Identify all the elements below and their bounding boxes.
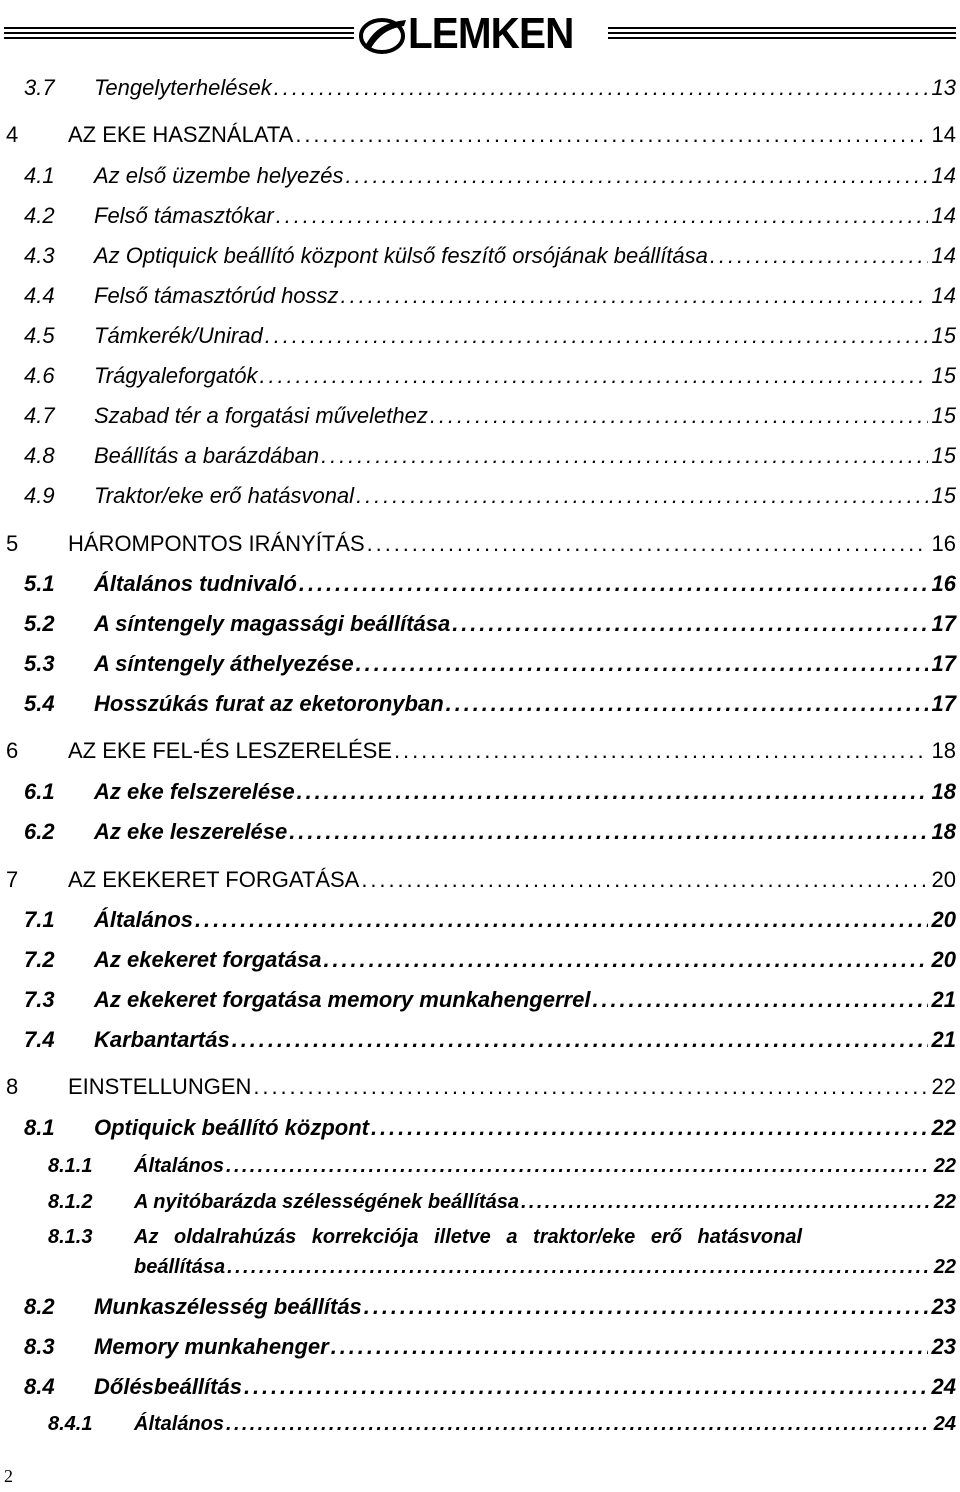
toc-entry-number: 7.1 [24,907,55,932]
toc-entry-number: 7.4 [24,1027,55,1052]
toc-entry-title: Az Optiquick beállító központ külső feszítő orsójának beállítása [94,243,708,268]
toc-entry-title: Az ekekeret forgatása memory munkahengerrel [94,987,591,1012]
toc-entry-page: 18 [931,819,956,844]
toc-entry-title: Karbantartás [94,1027,230,1052]
toc-leader-dots [299,570,928,598]
toc-entry-page: 15 [931,403,956,428]
toc-entry-page: 24 [931,1374,956,1399]
toc-entry-page: 18 [931,738,956,763]
header-rule-left [4,27,354,43]
toc-entry-page: 16 [931,571,956,596]
toc-entry-number: 4.3 [24,243,55,268]
toc-leader-dots [323,946,927,974]
toc-leader-dots [226,1410,930,1438]
toc-entry-title: AZ EKEKERET FORGATÁSA [68,867,360,892]
toc-entry-title: AZ EKE HASZNÁLATA [68,122,294,147]
toc-entry-page: 15 [931,363,956,388]
toc-entry-number: 8.1.2 [48,1191,93,1213]
toc-leader-dots [394,737,928,765]
toc-leader-dots [345,162,927,190]
toc-entry-number: 4.4 [24,283,55,308]
toc-entry-title: Hosszúkás furat az eketoronyban [94,691,444,716]
toc-entry-title: EINSTELLUNGEN [68,1074,252,1099]
toc-leader-dots [276,202,928,230]
toc-leader-dots [371,1114,928,1142]
toc-entry-number: 8.1.3 [48,1226,93,1248]
toc-entry-title: Munkaszélesség beállítás [94,1294,362,1319]
toc-entry-page: 22 [931,1115,956,1140]
toc-leader-dots [297,778,928,806]
toc-entry[interactable] [0,1223,960,1283]
toc-entry-page: 20 [931,867,956,892]
toc-entry-number: 8.4 [24,1374,55,1399]
toc-entry-page: 20 [931,907,956,932]
toc-entry-page: 14 [931,203,956,228]
toc-leader-dots [452,610,927,638]
toc-leader-dots [321,442,927,470]
toc-entry-number: 4.7 [24,403,55,428]
page-number: 2 [4,1466,13,1486]
toc-entry-page: 14 [931,163,956,188]
toc-leader-dots [341,282,928,310]
toc-entry-page: 17 [931,611,956,636]
toc-entry-number: 6.2 [24,819,55,844]
toc-entry-page: 14 [931,122,956,147]
toc-leader-dots [259,362,927,390]
toc-entry-title: Beállítás a barázdában [94,443,320,468]
toc-entry-page: 22 [931,1074,956,1099]
lemken-logo-text: LEMKEN [408,9,574,58]
toc-entry-number: 7.3 [24,987,55,1012]
toc-entry-number: 8.1.1 [48,1155,93,1177]
toc-entry-title: Az eke felszerelése [94,779,295,804]
toc-entry-page: 20 [931,947,956,972]
toc-entry-page: 18 [931,779,956,804]
toc-leader-dots [226,1152,930,1180]
toc-entry-number: 5.4 [24,691,55,716]
toc-entry-page: 13 [931,75,956,100]
toc-entry-page: 15 [931,483,956,508]
toc-entry-page: 14 [931,243,956,268]
toc-leader-dots [289,818,927,846]
toc-entry-page: 21 [931,1027,956,1052]
toc-entry-title: Általános [134,1413,225,1435]
toc-entry-page: 17 [931,651,956,676]
toc-leader-dots [295,121,927,149]
toc-entry-title: beállítása [134,1256,226,1278]
toc-entry-page: 23 [931,1294,956,1319]
toc-entry-page: 16 [931,531,956,556]
toc-leader-dots [521,1188,930,1216]
toc-entry-title: Az ekekeret forgatása [94,947,322,972]
lemken-logo-icon [358,14,410,58]
toc-entry-page: 14 [931,283,956,308]
page-header [0,0,960,64]
toc-entry-number: 8.1 [24,1115,55,1140]
toc-leader-dots [592,986,927,1014]
toc-leader-dots [430,402,928,430]
toc-leader-dots [244,1373,928,1401]
toc-entry-number: 4 [6,122,19,147]
toc-entry-number: 8.3 [24,1334,55,1359]
toc-entry-number: 7.2 [24,947,55,972]
toc-entry-page: 21 [931,987,956,1012]
toc-entry-page: 23 [931,1334,956,1359]
toc-entry-page: 22 [933,1155,956,1177]
toc-entry-number: 5.2 [24,611,55,636]
toc-entry-title: Felső támasztókar [94,203,274,228]
toc-entry-number: 5 [6,531,19,556]
toc-entry-title: Memory munkahenger [94,1334,329,1359]
toc-entry-title: Traktor/eke erő hatásvonal [94,483,355,508]
toc-leader-dots [253,1073,927,1101]
toc-entry-title: A nyitóbarázda szélességének beállítása [134,1191,519,1213]
toc-leader-dots [710,242,928,270]
toc-entry-page: 15 [931,323,956,348]
toc-leader-dots [195,906,927,934]
toc-entry-title: Támkerék/Unirad [94,323,263,348]
toc-entry-title: Általános [94,907,194,932]
toc-entry-number: 4.1 [24,163,55,188]
toc-entry-title: Az első üzembe helyezés [94,163,344,188]
toc-entry-page: 17 [931,691,956,716]
toc-entry-title: Az eke leszerelése [94,819,288,844]
toc-leader-dots [232,1026,928,1054]
toc-leader-dots [227,1253,930,1281]
toc-entry-title-line1: Az oldalrahúzás korrekciója illetve a traktor/eke erő hatásvonal [134,1226,803,1248]
toc-entry-page: 22 [933,1191,956,1213]
toc-leader-dots [331,1333,928,1361]
toc-entry-number: 5.1 [24,571,55,596]
header-rule-right [608,27,956,43]
toc-leader-dots [361,866,927,894]
toc-entry-number: 8.4.1 [48,1413,93,1435]
toc-entry-page: 22 [933,1256,956,1278]
toc-leader-dots [265,322,928,350]
toc-entry-title: Felső támasztórúd hossz [94,283,339,308]
toc-entry-title: A síntengely magassági beállítása [94,611,451,636]
toc-entry-title: Általános [134,1155,225,1177]
toc-leader-dots [356,650,928,678]
toc-entry-title: Szabad tér a forgatási művelethez [94,403,428,428]
toc-entry-number: 4.9 [24,483,55,508]
toc-entry-page: 24 [933,1413,956,1435]
toc-entry-page: 15 [931,443,956,468]
toc-entry-number: 5.3 [24,651,55,676]
toc-leader-dots [274,74,928,102]
toc-entry-title: Általános tudnivaló [94,571,297,596]
toc-entry-number: 8.2 [24,1294,55,1319]
toc-entry-number: 7 [6,867,19,892]
toc-entry-title: AZ EKE FEL-ÉS LESZERELÉSE [68,738,393,763]
toc-entry-number: 6.1 [24,779,55,804]
toc-entry-title: Trágyaleforgatók [94,363,258,388]
toc-entry-number: 8 [6,1074,19,1099]
toc-entry-title: Tengelyterhelések [94,75,272,100]
toc-leader-dots [364,1293,928,1321]
toc-entry-number: 4.6 [24,363,55,388]
toc-entry-number: 4.5 [24,323,55,348]
toc-entry-number: 6 [6,738,19,763]
toc-entry-number: 3.7 [24,75,55,100]
toc-entry-title: HÁROMPONTOS IRÁNYÍTÁS [68,531,365,556]
toc-entry-number: 4.2 [24,203,55,228]
toc-leader-dots [446,690,928,718]
toc-entry-title: Dőlésbeállítás [94,1374,242,1399]
toc-entry-title: A síntengely áthelyezése [94,651,354,676]
toc-entry-number: 4.8 [24,443,55,468]
toc-entry-title: Optiquick beállító központ [94,1115,369,1140]
toc-leader-dots [356,482,927,510]
toc-leader-dots [367,530,928,558]
